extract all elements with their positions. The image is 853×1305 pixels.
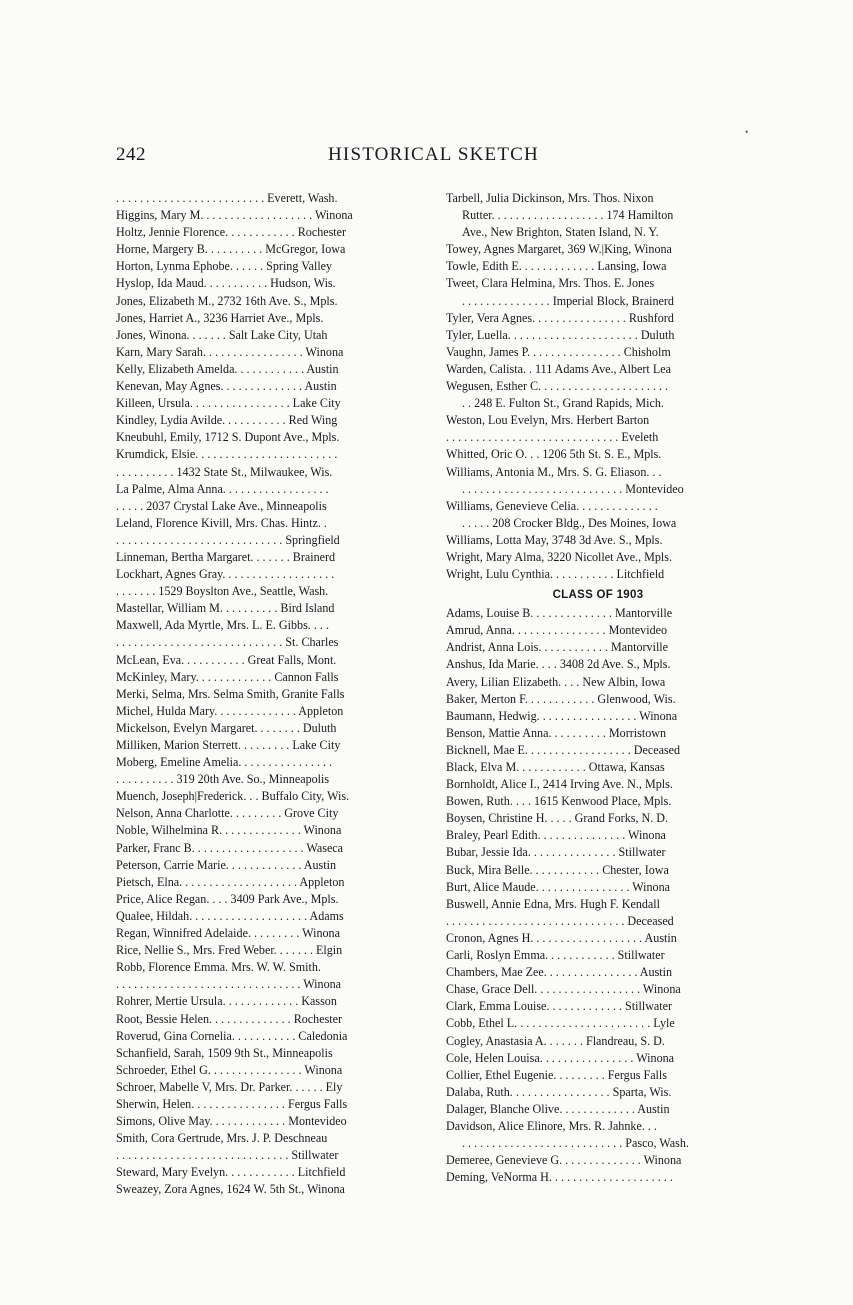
- directory-entry-line: Ave., New Brighton, Staten Island, N. Y.: [462, 225, 659, 240]
- directory-entry-line: Qualee, Hildah. . . . . . . . . . . . . . . . . . . . Adams: [116, 908, 344, 923]
- directory-entry-line: Noble, Wilhelmina R. . . . . . . . . . . . . . Winona: [116, 823, 342, 838]
- directory-entry-line: Sherwin, Helen. . . . . . . . . . . . . . . . Fergus Falls: [116, 1096, 348, 1111]
- directory-entry-line: Kindley, Lydia Avilde. . . . . . . . . . . Red Wing: [116, 413, 338, 428]
- directory-entry-line: Leland, Florence Kivill, Mrs. Chas. Hintz. .: [116, 515, 327, 530]
- directory-entry-line: Price, Alice Regan. . . . 3409 Park Ave., Mpls.: [116, 891, 339, 906]
- directory-entry-line: Cronon, Agnes H. . . . . . . . . . . . . . . . . . . Austin: [446, 930, 677, 945]
- directory-entry-line: Lockhart, Agnes Gray. . . . . . . . . . . . . . . . . . .: [116, 567, 335, 582]
- directory-entry-line: Williams, Antonia M., Mrs. S. G. Eliason. . .: [446, 464, 662, 479]
- directory-entry-line: . . 248 E. Fulton St., Grand Rapids, Mich.: [462, 396, 664, 411]
- directory-entry-line: Steward, Mary Evelyn. . . . . . . . . . . . Litchfield: [116, 1165, 346, 1180]
- directory-entry-line: . . . . . 208 Crocker Bldg., Des Moines, Iowa: [462, 515, 677, 530]
- directory-entry-line: . . . . . . . . . . . . . . . . . . . . . . . . . . . . . Stillwater: [116, 1148, 339, 1163]
- right-column: [446, 190, 750, 1186]
- directory-entry-line: Bornholdt, Alice I., 2414 Irving Ave. N., Mpls.: [446, 777, 673, 792]
- directory-entry-line: . . . . . . . . . . 1432 State St., Milwaukee, Wis.: [116, 464, 333, 479]
- directory-entry-line: Collier, Ethel Eugenie. . . . . . . . . Fergus Falls: [446, 1067, 667, 1082]
- directory-entry-line: Cobb, Ethel L. . . . . . . . . . . . . . . . . . . . . . . Lyle: [446, 1016, 675, 1031]
- directory-entry-line: Kelly, Elizabeth Amelda. . . . . . . . . . . . Austin: [116, 361, 339, 376]
- class-of-1903-heading: CLASS OF 1903: [552, 589, 644, 602]
- directory-entry-line: Avery, Lilian Elizabeth. . . . New Albin, Iowa: [446, 674, 666, 689]
- directory-entry-line: Adams, Louise B. . . . . . . . . . . . . . Mantorville: [446, 606, 673, 621]
- directory-entry-line: Whitted, Oric O. . . 1206 5th St. S. E., Mpls.: [446, 447, 662, 462]
- directory-entry-line: Wegusen, Esther C. . . . . . . . . . . . . . . . . . . . . .: [446, 379, 669, 394]
- ink-speck: •: [745, 127, 749, 137]
- directory-entry-line: Roverud, Gina Cornelia. . . . . . . . . . . Caledonia: [116, 1028, 348, 1043]
- directory-entry-line: Wright, Lulu Cynthia. . . . . . . . . . . Litchfield: [446, 567, 665, 582]
- directory-entry-line: Tarbell, Julia Dickinson, Mrs. Thos. Nixon: [446, 191, 654, 205]
- directory-entry-line: Demeree, Genevieve G. . . . . . . . . . . . . . Winona: [446, 1153, 682, 1168]
- directory-entry-line: Bicknell, Mae E. . . . . . . . . . . . . . . . . . Deceased: [446, 742, 681, 757]
- directory-entry-line: Pietsch, Elna. . . . . . . . . . . . . . . . . . . . Appleton: [116, 874, 345, 889]
- directory-entry-line: Higgins, Mary M. . . . . . . . . . . . . . . . . . . Winona: [116, 208, 353, 223]
- directory-entry-line: Kneubuhl, Emily, 1712 S. Dupont Ave., Mpls.: [116, 430, 340, 445]
- directory-entry-line: Horne, Margery B. . . . . . . . . . McGregor, Iowa: [116, 242, 346, 257]
- directory-entry-line: . . . . . . . . . . . . . . . . . . . . . . . . . Everett, Wash.: [116, 191, 338, 205]
- directory-entry-line: Michel, Hulda Mary. . . . . . . . . . . . . . Appleton: [116, 703, 344, 718]
- directory-entry-line: Boysen, Christine H. . . . . Grand Forks, N. D.: [446, 811, 669, 826]
- directory-entry-line: Buswell, Annie Edna, Mrs. Hugh F. Kendall: [446, 896, 661, 911]
- directory-entry-line: Davidson, Alice Elinore, Mrs. R. Jahnke. . .: [446, 1118, 657, 1133]
- directory-entry-line: Horton, Lynma Ephobe. . . . . . Spring Valley: [116, 259, 333, 274]
- directory-entry-line: Baker, Merton F. . . . . . . . . . . . Glenwood, Wis.: [446, 691, 676, 706]
- directory-entry-line: . . . . . . . . . . . . . . . . . . . . . . . . . . . . . . . Winona: [116, 977, 342, 992]
- directory-entry-line: Muench, Joseph|Frederick. . . Buffalo City, Wis.: [116, 789, 350, 804]
- directory-entry-line: . . . . . . . . . . . . . . . Imperial Block, Brainerd: [462, 293, 674, 308]
- directory-entry-line: Chambers, Mae Zee. . . . . . . . . . . . . . . . Austin: [446, 965, 673, 980]
- directory-entry-line: Milliken, Marion Sterrett. . . . . . . . . Lake City: [116, 738, 341, 752]
- directory-entry-line: Black, Elva M. . . . . . . . . . . . Ottawa, Kansas: [446, 760, 665, 774]
- directory-entry-line: Tyler, Luella. . . . . . . . . . . . . . . . . . . . . . Duluth: [446, 327, 675, 342]
- directory-entry-line: Tweet, Clara Helmina, Mrs. Thos. E. Jones: [446, 276, 655, 291]
- directory-entry-line: Hyslop, Ida Maud. . . . . . . . . . . Hudson, Wis.: [116, 276, 336, 291]
- directory-entry-line: Cogley, Anastasia A. . . . . . . Flandreau, S. D.: [446, 1033, 665, 1048]
- directory-entry-line: . . . . . . . . . . . . . . . . . . . . . . . . . . . . St. Charles: [116, 635, 339, 650]
- directory-entry-line: Regan, Winnifred Adelaide. . . . . . . . . Winona: [116, 926, 340, 941]
- directory-entry-line: Jones, Elizabeth M., 2732 16th Ave. S., Mpls.: [116, 293, 338, 308]
- directory-entry-line: Vaughn, James P. . . . . . . . . . . . . . . . Chisholm: [446, 344, 671, 359]
- directory-entry-line: Benson, Mattie Anna. . . . . . . . . . Morristown: [446, 725, 667, 740]
- directory-entry-line: Baumann, Hedwig. . . . . . . . . . . . . . . . . Winona: [446, 708, 678, 723]
- directory-entry-line: Williams, Genevieve Celia. . . . . . . . . . . . . .: [446, 498, 658, 513]
- directory-entry-line: Maxwell, Ada Myrtle, Mrs. L. E. Gibbs. . . .: [116, 618, 329, 633]
- right-column-entries-top: [446, 190, 750, 583]
- directory-entry-line: . . . . . . . . . . . . . . . . . . . . . . . . . . . . Springfield: [116, 532, 340, 547]
- directory-entry-line: Kenevan, May Agnes. . . . . . . . . . . . . . Austin: [116, 379, 337, 394]
- directory-entry-line: Nelson, Anna Charlotte. . . . . . . . . Grove City: [116, 806, 339, 821]
- right-column-entries-bottom: [446, 605, 750, 1186]
- directory-entry-line: Towle, Edith E. . . . . . . . . . . . . Lansing, Iowa: [446, 259, 667, 274]
- directory-entry-line: Carli, Roslyn Emma. . . . . . . . . . . . Stillwater: [446, 948, 665, 963]
- directory-entry-line: Braley, Pearl Edith. . . . . . . . . . . . . . . Winona: [446, 828, 666, 843]
- directory-entry-line: Warden, Calista. . 111 Adams Ave., Albert Lea: [446, 361, 671, 376]
- directory-entry-line: Moberg, Emeline Amelia. . . . . . . . . . . . . . . .: [116, 755, 333, 770]
- directory-entry-line: Weston, Lou Evelyn, Mrs. Herbert Barton: [446, 413, 650, 428]
- directory-entry-line: . . . . . . . . . . . . . . . . . . . . . . . . . . . Montevideo: [462, 481, 684, 496]
- directory-entry-line: Bowen, Ruth. . . . 1615 Kenwood Place, Mpls.: [446, 794, 672, 809]
- directory-entry-line: . . . . . . . . . . . . . . . . . . . . . . . . . . . . . Eveleth: [446, 430, 659, 445]
- directory-entry-line: Smith, Cora Gertrude, Mrs. J. P. Deschneau: [116, 1131, 328, 1146]
- directory-entry-line: Mickelson, Evelyn Margaret. . . . . . . . Duluth: [116, 720, 337, 735]
- directory-entry-line: Amrud, Anna. . . . . . . . . . . . . . . . Montevideo: [446, 623, 668, 638]
- directory-entry-line: Bubar, Jessie Ida. . . . . . . . . . . . . . . Stillwater: [446, 845, 666, 860]
- directory-entry-line: . . . . . . . 1529 Boyslton Ave., Seattle, Wash.: [116, 584, 329, 599]
- directory-entry-line: Jones, Harriet A., 3236 Harriet Ave., Mpls.: [116, 310, 324, 325]
- directory-entry-line: . . . . . . . . . . . . . . . . . . . . . . . . . . . Pasco, Wash.: [462, 1136, 689, 1151]
- directory-entry-line: McLean, Eva. . . . . . . . . . . Great Falls, Mont.: [116, 652, 337, 667]
- directory-entry-line: Rutter. . . . . . . . . . . . . . . . . . . 174 Hamilton: [462, 208, 674, 223]
- directory-entry-line: . . . . . 2037 Crystal Lake Ave., Minneapolis: [116, 498, 327, 513]
- directory-entry-line: Parker, Franc B. . . . . . . . . . . . . . . . . . . Waseca: [116, 840, 344, 855]
- directory-entry-line: Holtz, Jennie Florence. . . . . . . . . . . . Rochester: [116, 225, 347, 240]
- directory-entry-line: Robb, Florence Emma. Mrs. W. W. Smith.: [116, 960, 321, 975]
- directory-entry-line: Linneman, Bertha Margaret. . . . . . . Brainerd: [116, 549, 336, 564]
- directory-entry-line: Simons, Olive May. . . . . . . . . . . . . Montevideo: [116, 1114, 347, 1129]
- directory-entry-line: Schroeder, Ethel G. . . . . . . . . . . . . . . . Winona: [116, 1062, 343, 1077]
- directory-entry-line: Killeen, Ursula. . . . . . . . . . . . . . . . . Lake City: [116, 396, 341, 411]
- directory-entry-line: Krumdick, Elsie. . . . . . . . . . . . . . . . . . . . . . . .: [116, 447, 338, 462]
- directory-entry-line: Schroer, Mabelle V, Mrs. Dr. Parker. . . . . . Ely: [116, 1079, 343, 1094]
- directory-entry-line: Schanfield, Sarah, 1509 9th St., Minneapolis: [116, 1045, 333, 1060]
- directory-entry-line: Merki, Selma, Mrs. Selma Smith, Granite Falls: [116, 686, 345, 701]
- directory-entry-line: . . . . . . . . . . . . . . . . . . . . . . . . . . . . . . Deceased: [446, 913, 674, 928]
- page-number: 242: [116, 144, 146, 165]
- directory-entry-line: Andrist, Anna Lois. . . . . . . . . . . . Mantorville: [446, 640, 669, 655]
- directory-entry-line: Dalaba, Ruth. . . . . . . . . . . . . . . . . Sparta, Wis.: [446, 1084, 672, 1099]
- directory-entry-line: Jones, Winona. . . . . . . Salt Lake City, Utah: [116, 327, 328, 342]
- directory-entry-line: Buck, Mira Belle. . . . . . . . . . . . Chester, Iowa: [446, 862, 669, 877]
- directory-entry-line: McKinley, Mary. . . . . . . . . . . . . Cannon Falls: [116, 669, 339, 684]
- directory-entry-line: Karn, Mary Sarah. . . . . . . . . . . . . . . . . Winona: [116, 344, 344, 359]
- directory-entry-line: Clark, Emma Louise. . . . . . . . . . . . . Stillwater: [446, 999, 673, 1014]
- directory-entry-line: Deming, VeNorma H. . . . . . . . . . . . . . . . . . . . .: [446, 1170, 673, 1185]
- directory-entry-line: Towey, Agnes Margaret, 369 W.|King, Winona: [446, 242, 672, 257]
- directory-entry-line: Dalager, Blanche Olive. . . . . . . . . . . . . Austin: [446, 1101, 670, 1116]
- directory-entry-line: Rohrer, Mertie Ursula. . . . . . . . . . . . . Kasson: [116, 994, 337, 1009]
- directory-entry-line: Cole, Helen Louisa. . . . . . . . . . . . . . . . Winona: [446, 1050, 675, 1065]
- directory-entry-line: Peterson, Carrie Marie. . . . . . . . . . . . . Austin: [116, 857, 337, 872]
- directory-entry-line: Sweazey, Zora Agnes, 1624 W. 5th St., Winona: [116, 1182, 345, 1197]
- directory-entry-line: Burt, Alice Maude. . . . . . . . . . . . . . . . Winona: [446, 879, 671, 894]
- directory-entry-line: Wright, Mary Alma, 3220 Nicollet Ave., Mpls.: [446, 549, 673, 564]
- directory-entry-line: Root, Bessie Helen. . . . . . . . . . . . . . Rochester: [116, 1011, 343, 1026]
- directory-entry-line: . . . . . . . . . . 319 20th Ave. So., Minneapolis: [116, 772, 330, 787]
- directory-entry-line: Rice, Nellie S., Mrs. Fred Weber. . . . . . . Elgin: [116, 943, 343, 958]
- directory-entry-line: Mastellar, William M. . . . . . . . . . Bird Island: [116, 601, 335, 616]
- directory-entry-line: Tyler, Vera Agnes. . . . . . . . . . . . . . . . Rushford: [446, 310, 674, 325]
- left-column: [116, 190, 434, 1199]
- directory-entry-line: Anshus, Ida Marie. . . . 3408 2d Ave. S., Mpls.: [446, 657, 671, 672]
- directory-entry-line: Williams, Lotta May, 3748 3d Ave. S., Mpls.: [446, 532, 663, 547]
- directory-entry-line: Chase, Grace Dell. . . . . . . . . . . . . . . . . . Winona: [446, 982, 681, 997]
- directory-entry-line: La Palme, Alma Anna. . . . . . . . . . . . . . . . . .: [116, 481, 329, 496]
- running-head-title: HISTORICAL SKETCH: [328, 144, 539, 165]
